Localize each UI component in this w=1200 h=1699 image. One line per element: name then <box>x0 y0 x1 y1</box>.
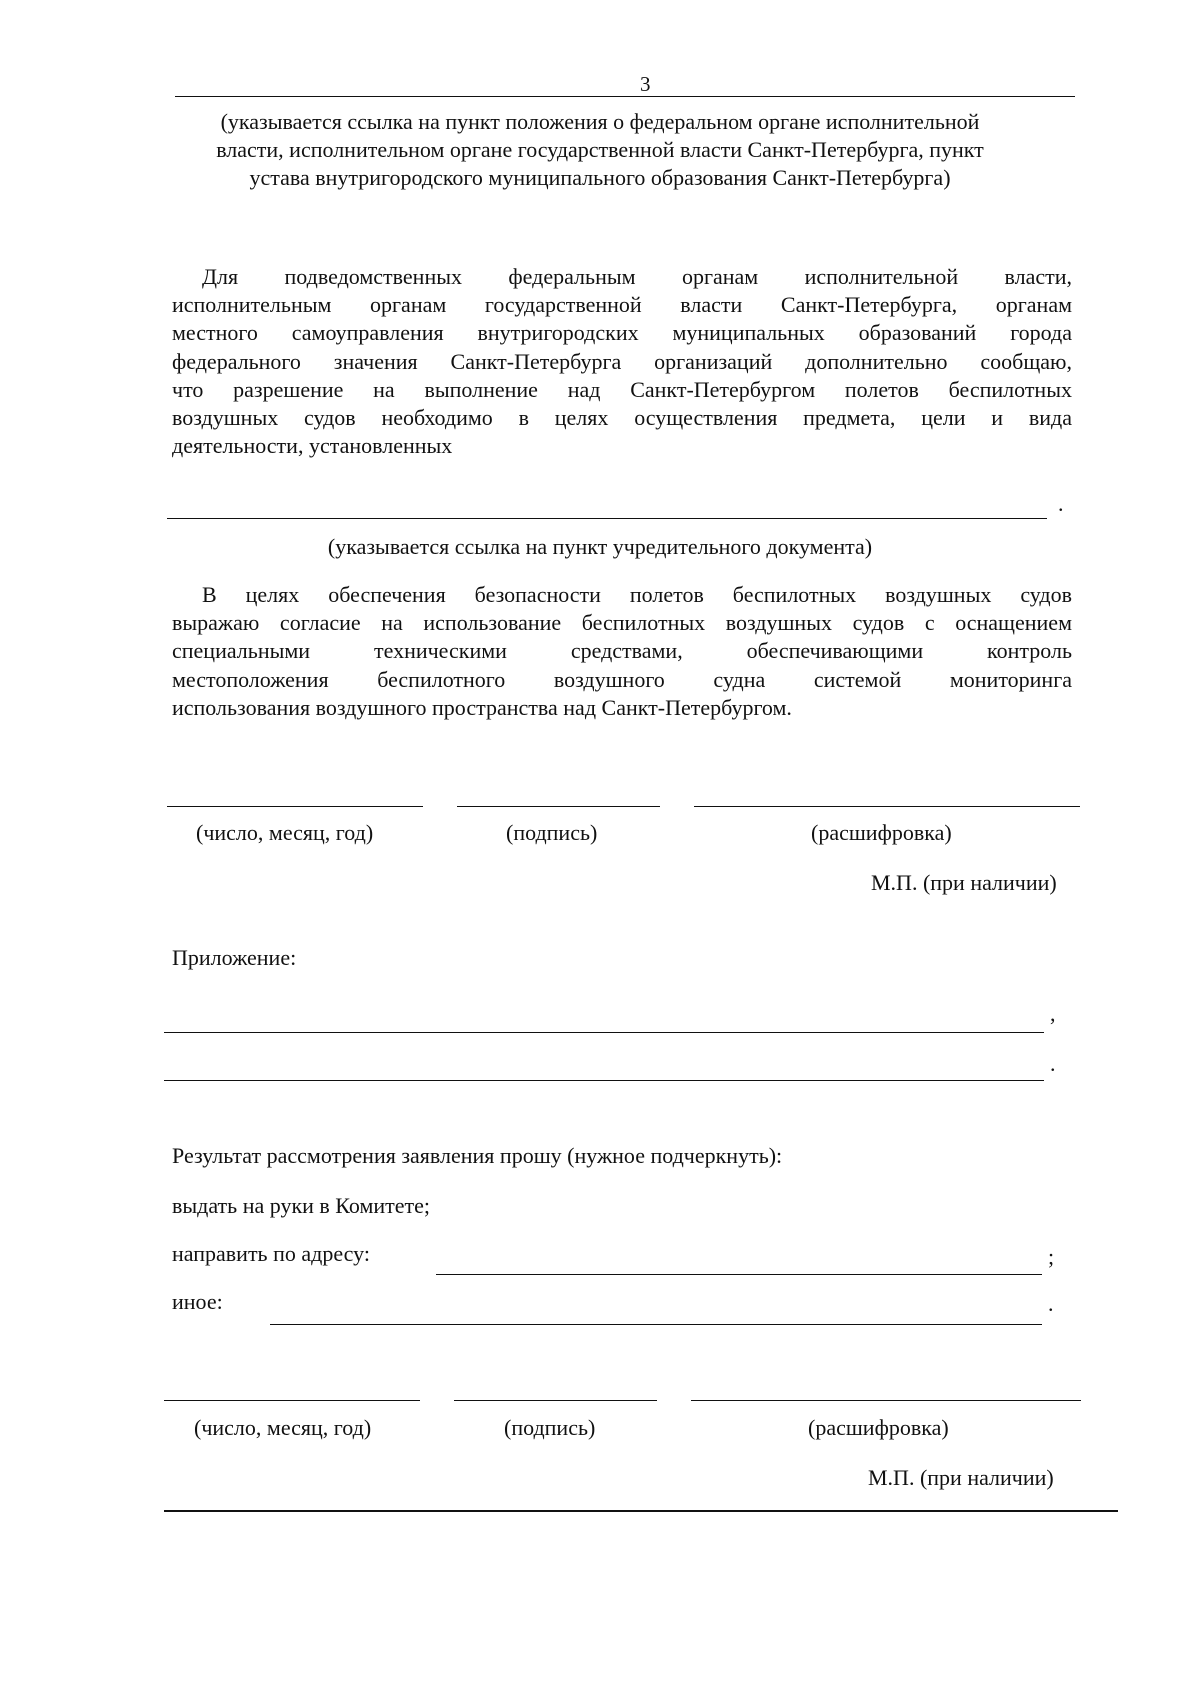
stamp-label: М.П. (при наличии) <box>868 1465 1054 1490</box>
page-number: 3 <box>640 72 651 96</box>
paragraph-consent <box>172 581 1072 722</box>
result-option-send-to-address[interactable]: направить по адресу: <box>172 1241 370 1266</box>
paragraph-line: использования воздушного пространства над Санкт-Петербургом. <box>172 694 792 720</box>
paragraph-line: Для подведомственных федеральным органам исполнительной власти, <box>202 264 1072 289</box>
other-fill-line[interactable] <box>270 1324 1042 1325</box>
attachment-label: Приложение: <box>172 945 297 970</box>
top-rule <box>175 96 1075 97</box>
bottom-rule <box>164 1510 1118 1512</box>
signature-label: (подпись) <box>506 820 598 845</box>
paragraph-line: В целях обеспечения безопасности полетов беспилотных воздушных судов <box>202 582 1072 607</box>
paragraph-line: специальными техническими средствами, обеспечивающими контроль <box>172 638 1072 664</box>
stamp-label: М.П. (при наличии) <box>871 870 1057 895</box>
paragraph-line: местоположения беспилотного воздушного судна системой мониторинга <box>172 666 1072 692</box>
date-fill-line[interactable] <box>167 806 423 807</box>
top-note-line: устава внутригородского муниципального образования Санкт-Петербурга) <box>249 165 951 190</box>
date-fill-line[interactable] <box>164 1400 420 1401</box>
paragraph-line: что разрешение на выполнение над Санкт-Петербургом полетов беспилотных <box>172 376 1072 402</box>
name-decode-label: (расшифровка) <box>808 1415 949 1440</box>
paragraph-line: федерального значения Санкт-Петербурга организаций дополнительно сообщаю, <box>172 348 1072 374</box>
attachment-fill-line-1[interactable] <box>164 1032 1044 1033</box>
paragraph-line: деятельности, установленных <box>172 433 453 459</box>
address-fill-line[interactable] <box>436 1274 1042 1275</box>
attachment-line-2-period: . <box>1050 1051 1056 1076</box>
document-reference-note: (указывается ссылка на пункт учредительного документа) <box>327 534 873 559</box>
signature-fill-line[interactable] <box>457 806 660 807</box>
signature-fill-line[interactable] <box>454 1400 657 1401</box>
name-decode-fill-line[interactable] <box>691 1400 1081 1401</box>
attachment-line-1-comma: , <box>1050 1001 1056 1026</box>
date-label: (число, месяц, год) <box>196 820 374 845</box>
address-semicolon: ; <box>1048 1244 1055 1269</box>
activity-reference-fill-line[interactable] <box>167 518 1047 519</box>
top-note-line: власти, исполнительном органе государственной власти Санкт-Петербурга, пункт <box>216 137 984 162</box>
top-note-line: (указывается ссылка на пункт положения о федеральном органе исполнительной <box>220 109 980 134</box>
signature-label: (подпись) <box>504 1415 596 1440</box>
name-decode-fill-line[interactable] <box>694 806 1080 807</box>
result-option-other[interactable]: иное: <box>172 1289 223 1314</box>
paragraph-subordinate-orgs <box>172 263 1072 460</box>
top-note <box>150 108 1050 192</box>
result-option-hand-delivery[interactable]: выдать на руки в Комитете; <box>172 1193 431 1218</box>
paragraph-line: выражаю согласие на использование беспилотных воздушных судов с оснащением <box>172 610 1072 636</box>
fill-line-period: . <box>1058 491 1064 516</box>
result-title: Результат рассмотрения заявления прошу (нужное подчеркнуть): <box>172 1143 783 1168</box>
paragraph-line: воздушных судов необходимо в целях осуществления предмета, цели и вида <box>172 405 1072 431</box>
paragraph-line: местного самоуправления внутригородских муниципальных образований города <box>172 320 1072 346</box>
date-label: (число, месяц, год) <box>194 1415 372 1440</box>
other-period: . <box>1048 1291 1054 1316</box>
name-decode-label: (расшифровка) <box>811 820 952 845</box>
attachment-fill-line-2[interactable] <box>164 1080 1044 1081</box>
paragraph-line: исполнительным органам государственной власти Санкт-Петербурга, органам <box>172 292 1072 318</box>
